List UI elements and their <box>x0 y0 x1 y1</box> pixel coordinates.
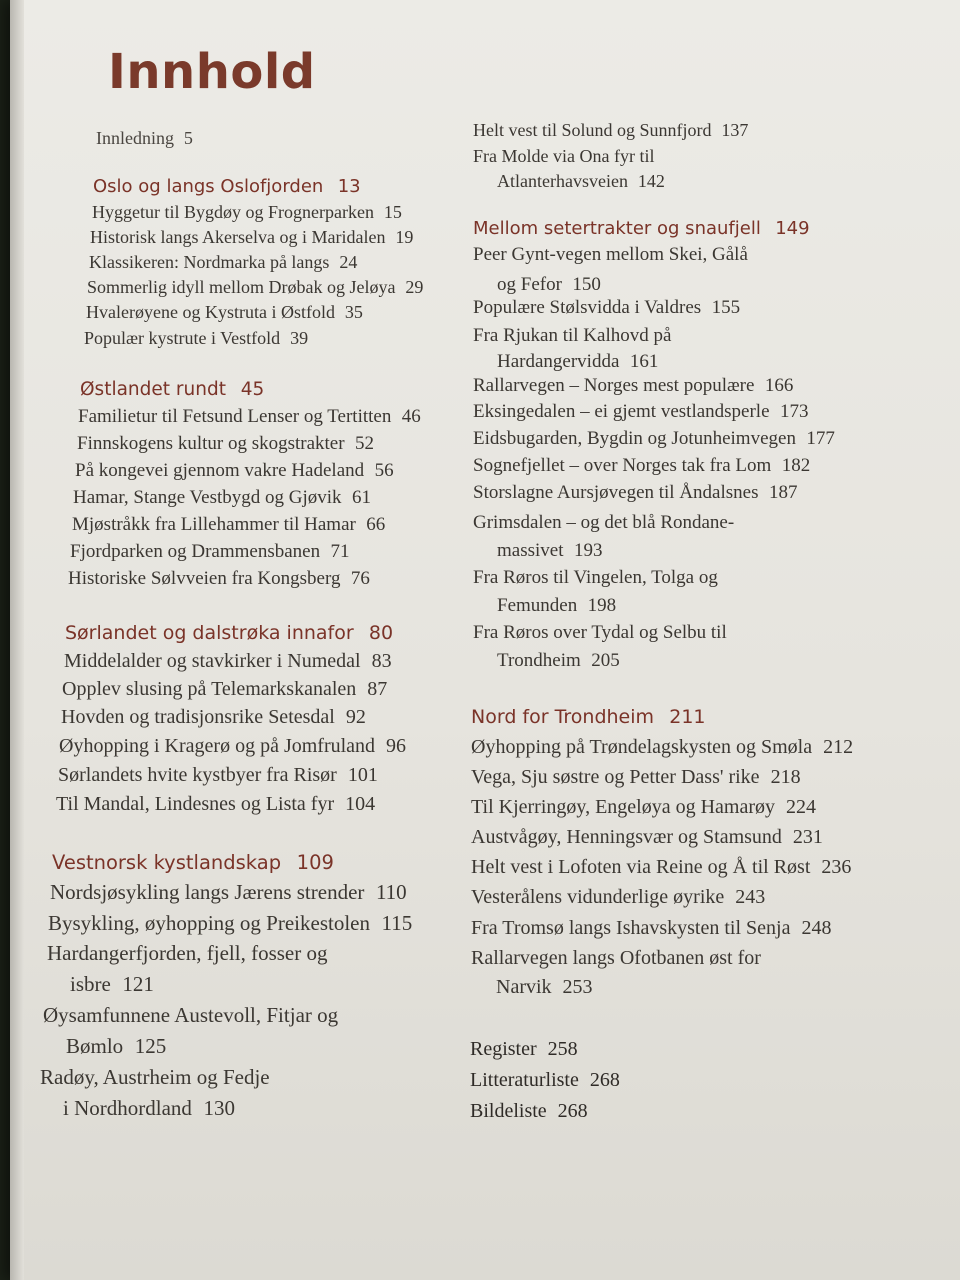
page-number: 104 <box>345 793 376 815</box>
toc-backmatter-entry <box>470 1038 578 1061</box>
page-number: 109 <box>296 851 334 874</box>
toc-entry <box>56 793 375 816</box>
entry-title: Vega, Sju søstre og Petter Dass' rike <box>471 766 760 788</box>
page-number: 24 <box>339 252 358 272</box>
toc-entry <box>473 567 718 589</box>
toc-entry <box>471 826 823 849</box>
entry-title: Populære Stølsvidda i Valdres <box>473 297 702 318</box>
page-number: 115 <box>381 911 413 935</box>
entry-title: Trondheim <box>497 650 581 671</box>
page-number: 39 <box>290 328 309 348</box>
toc-entry <box>92 202 402 223</box>
page-number: 45 <box>240 379 265 400</box>
page-number: 56 <box>374 460 394 481</box>
toc-entry <box>471 947 761 970</box>
toc-entry <box>75 460 394 482</box>
toc-entry <box>70 541 350 563</box>
toc-backmatter-entry <box>470 1100 588 1123</box>
section-heading <box>473 218 810 239</box>
toc-entry <box>40 1065 270 1090</box>
entry-title: Storslagne Aursjøvegen til Åndalsnes <box>473 482 759 503</box>
toc-entry-intro <box>96 128 193 149</box>
toc-entry <box>471 796 816 819</box>
toc-entry <box>471 917 831 940</box>
section-heading <box>65 622 393 644</box>
entry-title: Middelalder og stavkirker i Numedal <box>64 650 361 672</box>
page-number: 218 <box>770 766 801 788</box>
toc-entry <box>68 568 370 590</box>
toc-entry <box>471 856 851 879</box>
page-number: 83 <box>371 650 392 672</box>
entry-title: Litteraturliste <box>470 1069 579 1091</box>
page-number: 110 <box>375 880 407 904</box>
entry-title: Opplev slusing på Telemarkskanalen <box>62 678 357 700</box>
entry-title: Bildeliste <box>470 1100 547 1122</box>
toc-entry <box>473 375 793 397</box>
toc-entry <box>473 622 727 644</box>
entry-title: Sommerlig idyll mellom Drøbak og Jeløya <box>87 277 396 297</box>
page-number: 236 <box>821 856 852 878</box>
page-number: 177 <box>806 428 835 449</box>
toc-entry <box>43 1003 338 1028</box>
page-number: 248 <box>801 917 832 939</box>
toc-entry <box>72 514 385 536</box>
page-number: 15 <box>383 202 402 222</box>
toc-entry <box>73 487 371 509</box>
page-number: 150 <box>572 274 601 295</box>
entry-title: Populær kystrute i Vestfold <box>84 328 281 348</box>
page-number: 224 <box>786 796 817 818</box>
entry-title: Rallarvegen – Norges mest populære <box>473 375 755 396</box>
page-number: 205 <box>591 650 620 671</box>
entry-title: Øyhopping i Kragerø og på Jomfruland <box>59 735 376 757</box>
entry-title: Bømlo <box>66 1034 124 1058</box>
page-title: Innhold <box>108 44 316 100</box>
toc-entry <box>473 325 671 347</box>
toc-entry <box>61 706 366 729</box>
page-number: 29 <box>405 277 424 297</box>
page-number: 92 <box>345 706 366 728</box>
toc-entry <box>90 227 413 248</box>
book-page <box>10 0 960 1280</box>
entry-title: Mjøstråkk fra Lillehammer til Hamar <box>72 514 356 535</box>
page-number: 243 <box>735 886 766 908</box>
entry-title: Familietur til Fetsund Lenser og Tertitten <box>78 406 392 427</box>
section-heading <box>471 706 706 728</box>
section-title: Oslo og langs Oslofjorden <box>93 176 324 197</box>
entry-title: Grimsdalen – og det blå Rondane- <box>473 512 735 533</box>
toc-entry-continued <box>496 976 593 999</box>
entry-title: Hvalerøyene og Kystruta i Østfold <box>86 302 335 322</box>
toc-entry-continued <box>497 650 620 672</box>
entry-title: Helt vest til Solund og Sunnfjord <box>473 120 712 140</box>
toc-entry <box>471 736 853 759</box>
entry-title: Fjordparken og Drammensbanen <box>70 541 321 562</box>
toc-entry <box>59 735 406 758</box>
page-number: 155 <box>711 297 741 318</box>
toc-entry <box>473 455 810 477</box>
entry-title: og Fefor <box>497 274 562 295</box>
entry-title: Hardangervidda <box>497 351 620 372</box>
page-number: 61 <box>352 487 371 508</box>
entry-title: Fra Tromsø langs Ishavskysten til Senja <box>471 917 791 939</box>
page-spine <box>10 0 24 1280</box>
entry-title: Finnskogens kultur og skogstrakter <box>77 433 345 454</box>
entry-title: Hardangerfjorden, fjell, fosser og <box>47 941 328 965</box>
page-number: 101 <box>347 764 378 786</box>
page-number: 71 <box>330 541 350 562</box>
entry-title: Bysykling, øyhopping og Preikestolen <box>48 911 370 935</box>
page-number: 161 <box>629 351 659 372</box>
entry-title: Helt vest i Lofoten via Reine og Å til Røst <box>471 856 811 878</box>
toc-entry <box>62 678 387 701</box>
toc-entry <box>48 911 412 936</box>
entry-title: Vesterålens vidunderlige øyrike <box>471 886 725 908</box>
page-number: 121 <box>122 972 154 996</box>
page-number: 5 <box>183 128 193 148</box>
entry-title: Klassikeren: Nordmarka på langs <box>89 252 330 272</box>
toc-entry <box>473 512 734 534</box>
page-number: 231 <box>792 826 823 848</box>
page-number: 182 <box>781 455 811 476</box>
toc-entry-continued <box>497 540 602 562</box>
page-number: 66 <box>366 514 386 535</box>
page-number: 173 <box>779 401 809 422</box>
entry-title: Sørlandets hvite kystbyer fra Risør <box>58 764 337 786</box>
toc-entry-continued <box>63 1096 235 1121</box>
entry-title: isbre <box>70 972 111 996</box>
toc-entry-continued <box>497 171 665 192</box>
page-number: 52 <box>355 433 375 454</box>
toc-entry <box>471 886 765 909</box>
page-number: 193 <box>573 540 603 561</box>
page-number: 76 <box>350 568 370 589</box>
entry-title: Hovden og tradisjonsrike Setesdal <box>61 706 335 728</box>
section-title: Sørlandet og dalstrøka innafor <box>65 622 354 644</box>
entry-title: Fra Røros over Tydal og Selbu til <box>473 622 727 643</box>
entry-title: Fra Rjukan til Kalhovd på <box>473 325 672 346</box>
section-title: Østlandet rundt <box>80 379 226 400</box>
toc-entry <box>473 297 740 319</box>
entry-title: Innledning <box>96 128 174 148</box>
entry-title: Øysamfunnene Austevoll, Fitjar og <box>43 1003 339 1027</box>
entry-title: Peer Gynt-vegen mellom Skei, Gålå <box>473 244 748 265</box>
toc-entry-continued <box>66 1034 166 1059</box>
page-number: 268 <box>557 1100 588 1122</box>
toc-entry <box>473 146 654 167</box>
section-title: Mellom setertrakter og snaufjell <box>473 218 761 239</box>
entry-title: Fra Molde via Ona fyr til <box>473 146 655 166</box>
toc-entry <box>84 328 308 349</box>
page-number: 211 <box>669 706 706 728</box>
page-number: 187 <box>768 482 798 503</box>
page-number: 96 <box>386 735 407 757</box>
entry-title: Til Mandal, Lindesnes og Lista fyr <box>56 793 335 815</box>
page-number: 19 <box>395 227 414 247</box>
entry-title: Narvik <box>496 976 552 998</box>
entry-title: Fra Røros til Vingelen, Tolga og <box>473 567 718 588</box>
toc-entry <box>471 766 801 789</box>
page-number: 268 <box>589 1069 620 1091</box>
entry-title: massivet <box>497 540 564 561</box>
entry-title: Sognefjellet – over Norges tak fra Lom <box>473 455 772 476</box>
page-number: 149 <box>775 218 810 239</box>
page-number: 137 <box>721 120 749 140</box>
toc-entry-continued <box>497 351 658 373</box>
page-number: 35 <box>344 302 363 322</box>
entry-title: Øyhopping på Trøndelagskysten og Smøla <box>471 736 813 758</box>
page-number: 87 <box>367 678 388 700</box>
section-heading <box>52 851 334 874</box>
toc-entry <box>89 252 357 273</box>
entry-title: Austvågøy, Henningsvær og Stamsund <box>471 826 782 848</box>
entry-title: Rallarvegen langs Ofotbanen øst for <box>471 947 761 969</box>
entry-title: Nordsjøsykling langs Jærens strender <box>50 880 365 904</box>
section-title: Nord for Trondheim <box>471 706 655 728</box>
page-number: 166 <box>764 375 794 396</box>
toc-entry <box>473 482 797 504</box>
toc-entry <box>50 880 407 905</box>
page-number: 130 <box>203 1096 235 1120</box>
toc-entry <box>473 401 808 423</box>
page-number: 46 <box>401 406 421 427</box>
toc-entry <box>87 277 423 298</box>
page-number: 253 <box>562 976 593 998</box>
entry-title: Hyggetur til Bygdøy og Frognerparken <box>92 202 374 222</box>
toc-entry <box>473 428 835 450</box>
entry-title: Atlanterhavsveien <box>497 171 628 191</box>
entry-title: Historiske Sølvveien fra Kongsberg <box>68 568 341 589</box>
page-number: 198 <box>587 595 617 616</box>
entry-title: Femunden <box>497 595 578 616</box>
page-number: 142 <box>637 171 665 191</box>
page-number: 258 <box>547 1038 578 1060</box>
entry-title: Til Kjerringøy, Engeløya og Hamarøy <box>471 796 776 818</box>
page-number: 125 <box>134 1034 167 1058</box>
toc-entry <box>473 120 748 141</box>
page-number: 80 <box>368 622 394 644</box>
toc-entry-continued <box>70 972 154 997</box>
page-number: 212 <box>823 736 854 758</box>
entry-title: Eidsbugarden, Bygdin og Jotunheimvegen <box>473 428 796 449</box>
toc-entry <box>78 406 421 428</box>
entry-title: På kongevei gjennom vakre Hadeland <box>75 460 365 481</box>
toc-entry <box>47 941 327 966</box>
toc-entry-continued <box>497 274 601 296</box>
entry-title: Historisk langs Akerselva og i Maridalen <box>90 227 386 247</box>
toc-entry-continued <box>497 595 616 617</box>
entry-title: Eksingedalen – ei gjemt vestlandsperle <box>473 401 770 422</box>
toc-backmatter-entry <box>470 1069 620 1092</box>
section-heading <box>93 176 361 197</box>
entry-title: Radøy, Austrheim og Fedje <box>40 1065 270 1089</box>
toc-entry <box>77 433 374 455</box>
toc-entry <box>86 302 363 323</box>
entry-title: Register <box>470 1038 537 1060</box>
section-heading <box>80 379 264 400</box>
section-title: Vestnorsk kystlandskap <box>52 851 282 874</box>
toc-entry <box>473 244 748 266</box>
toc-entry <box>58 764 378 787</box>
toc-entry <box>64 650 392 673</box>
page-number: 13 <box>337 176 361 197</box>
entry-title: Hamar, Stange Vestbygd og Gjøvik <box>73 487 342 508</box>
entry-title: i Nordhordland <box>63 1096 192 1120</box>
